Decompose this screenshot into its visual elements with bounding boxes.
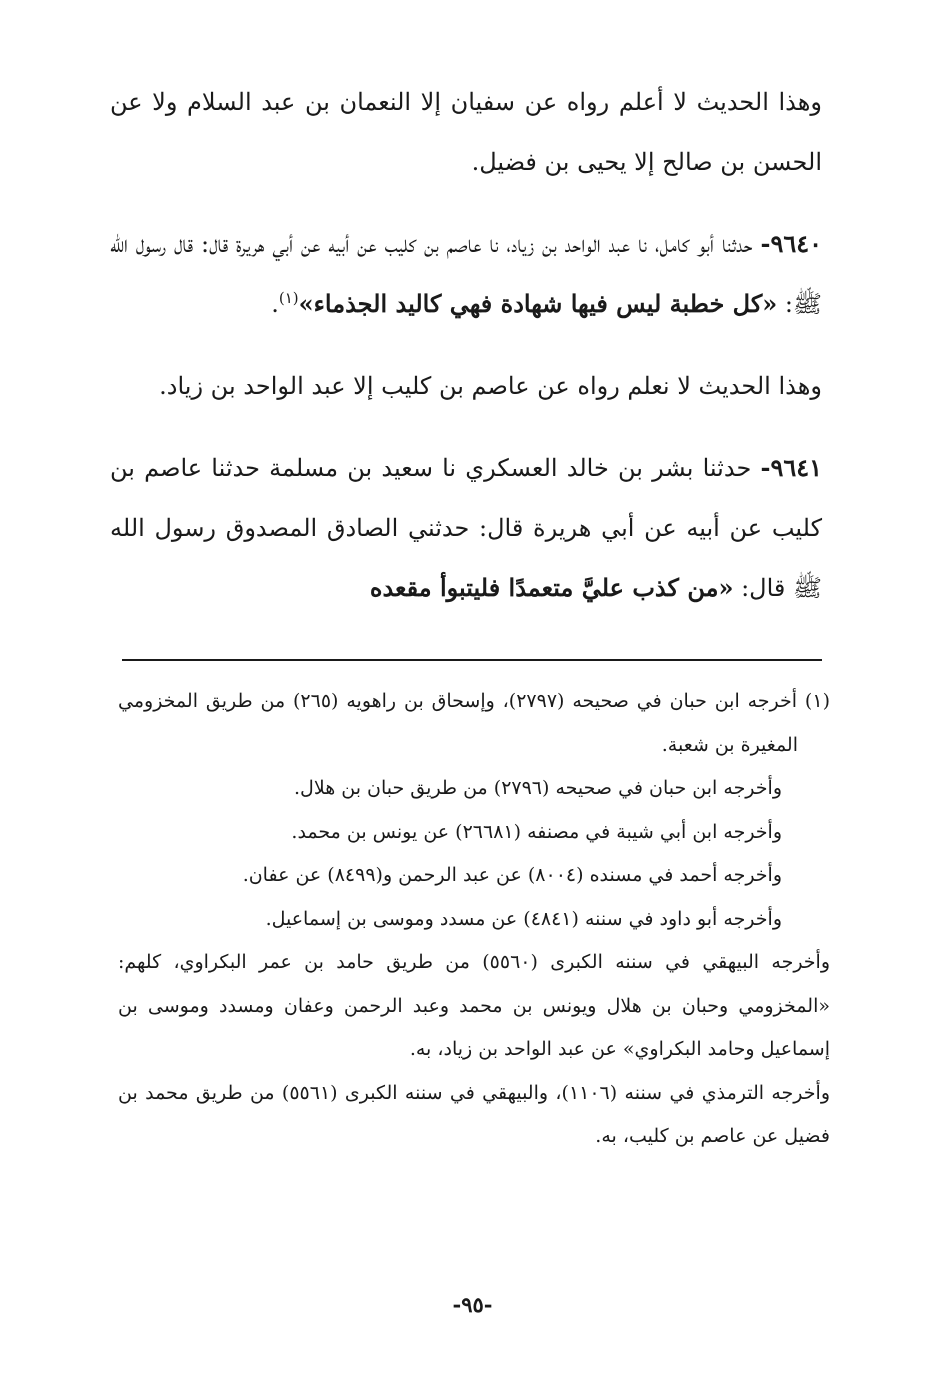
hadith-isnad: حدثنا بشر بن خالد العسكري نا سعيد بن مسلمة حدثنا عاصم بن كليب عن أبيه عن أبي هريرة قال: حدثني الصادق المصدوق رسول الله ﷺ قال: [110, 454, 822, 602]
hadith-isnad: حدثنا أبو كامل، نا عبد الواحد بن زياد، نا عاصم بن كليب عن أبيه عن أبي هريرة قال: قال رسول الله ﷺ: [110, 230, 822, 318]
main-text [110, 72, 822, 640]
footnote-ref: (١) [278, 289, 299, 307]
commentary-paragraph-2: وهذا الحديث لا نعلم رواه عن عاصم بن كليب إلا عبد الواحد بن زياد. [159, 372, 822, 400]
footnote-line: وأخرجه أحمد في مسنده (٨٠٠٤) عن عبد الرحمن و(٨٤٩٩) عن عفان. [242, 864, 782, 886]
hadith-matn: «من كذب عليَّ متعمدًا فليتبوأ مقعده [369, 573, 734, 602]
hadith-matn: «كل خطبة ليس فيها شهادة فهي كاليد الجذماء» [298, 289, 778, 318]
footnotes [118, 680, 830, 1159]
footnote-line: وأخرجه أبو داود في سننه (٤٨٤١) عن مسدد وموسى بن إسماعيل. [265, 907, 782, 930]
footnote-line: وأخرجه ابن حبان في صحيحه (٢٧٩٦) من طريق حبان بن هلال. [294, 777, 782, 799]
page-number: -٩٥- [452, 1292, 493, 1317]
footnote-separator [122, 659, 822, 661]
footnote-1: (١) أخرجه ابن حبان في صحيحه (٢٧٩٧)، وإسحاق بن راهويه (٢٦٥) من طريق المخزومي المغيرة بن شعبة. [118, 690, 830, 756]
footnote-line: وأخرجه ابن أبي شيبة في مصنفه (٢٦٦٨١) عن يونس بن محمد. [291, 820, 782, 843]
hadith-9640 [110, 214, 822, 334]
commentary-paragraph-1: وهذا الحديث لا أعلم رواه عن سفيان إلا النعمان بن عبد السلام ولا عن الحسن بن صالح إلا يحيى بن فضيل. [110, 88, 822, 176]
footnote-line: وأخرجه الترمذي في سننه (١١٠٦)، والبيهقي في سننه الكبرى (٥٥٦١) من طريق محمد بن فضيل عن عاصم بن كليب، به. [118, 1081, 830, 1147]
hadith-end: . [271, 290, 279, 318]
hadith-number: ٩٦٤٠- [760, 229, 822, 258]
footnote-line: وأخرجه البيهقي في سننه الكبرى (٥٥٦٠) من طريق حامد بن عمر البكراوي، كلهم: «المخزومي وحبان بن هلال ويونس بن محمد وعبد الرحمن وعفان ومسدد وموسى بن إسماعيل وحامد البكراوي» عن عبد الواحد بن زياد، به. [118, 951, 830, 1060]
hadith-9641 [110, 438, 822, 618]
hadith-number: ٩٦٤١- [760, 453, 822, 482]
